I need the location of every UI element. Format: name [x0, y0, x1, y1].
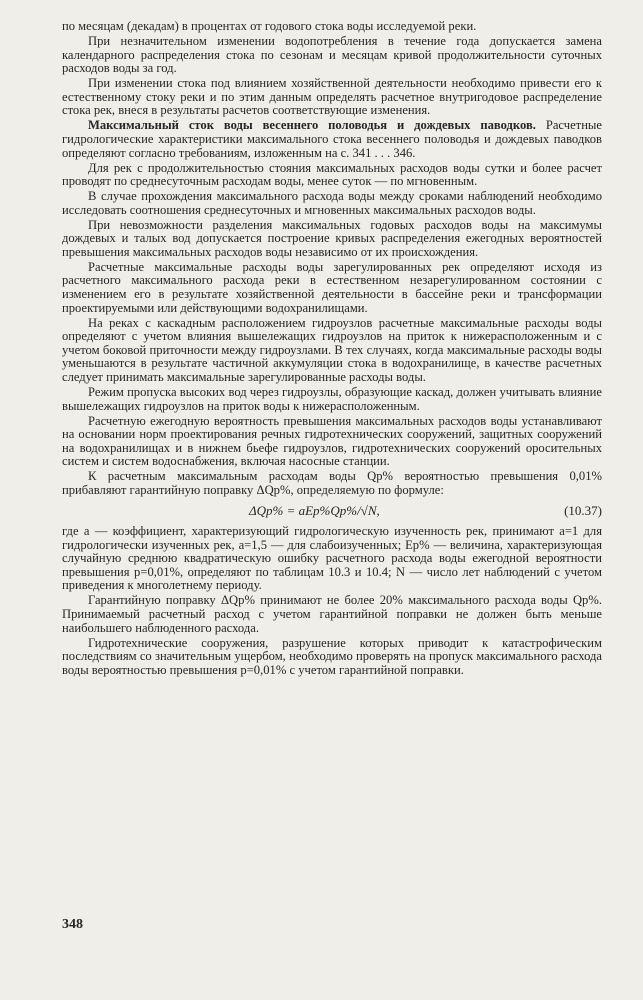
formula-number: (10.37) — [564, 503, 602, 519]
paragraph: Режим пропуска высоких вод через гидроузлы, образующие каскад, должен учитывать влияние вышележащих гидроузлов на приток воды к нижерасположенным. — [62, 384, 602, 413]
text-column — [62, 20, 602, 679]
section-text: Расчетные гидрологические характеристики максимального стока весеннего половодья и дождевых паводков определяют согласно требованиям, изложенным на с. 341 . . . 346. — [62, 118, 602, 160]
paragraph: При незначительном изменении водопотребления в течение года допускается замена календарного распределения стока по сезонам и месяцам кривой продолжительности суточных расходов воды за год. — [62, 33, 602, 76]
section-heading: Максимальный сток воды весеннего половодья и дождевых паводков. — [88, 118, 536, 133]
formula-expression: ΔQp% = aEp%Qp%/√N, — [249, 503, 380, 519]
paragraph: где a — коэффициент, характеризующий гидрологическую изученность рек, принимают a=1 для гидрологически изученных рек, a=1,5 — для слабоизученных; Ep% — величина, характеризующая случайную среднюю квадратическую ошибку расчетного расхода воды ежегодной вероятности превышения p=0,01%, определяют по таблицам 10.3 и 10.4; N — число лет наблюдений с учетом приведения к многолетнему периоду. — [62, 524, 602, 593]
paragraph: На реках с каскадным расположением гидроузлов расчетные максимальные расходы воды определяют с учетом влияния вышележащих гидроузлов на приток к нижерасположенным и с учетом боковой приточности между гидроузлами. В тех случаях, когда максимальные расходы воды уменьшаются в результате частичной аккумуляции стока в водохранилище, в качестве расчетных следует принимать максимальные зарегулированные расходы воды. — [62, 315, 602, 384]
section-paragraph — [62, 119, 602, 160]
page-number: 348 — [62, 917, 83, 932]
paragraph: Для рек с продолжительностью стояния максимальных расходов воды сутки и более расчет проводят по среднесуточным расходам воды, менее суток — по мгновенным. — [62, 160, 602, 189]
paragraph: Гарантийную поправку ΔQp% принимают не более 20% максимального расхода воды Qp%. Принимаемый расчетный расход с учетом гарантийной поправки не должен быть меньше наибольшего наблюденного расхода. — [62, 593, 602, 635]
formula — [62, 504, 602, 518]
paragraph: В случае прохождения максимального расхода воды между сроками наблюдений необходимо исследовать соотношения среднесуточных и мгновенных максимальных расходов воды. — [62, 189, 602, 217]
paragraph: Гидротехнические сооружения, разрушение которых приводит к катастрофическим последствиям со значительным ущербом, необходимо проверять на пропуск максимального расхода воды вероятностью превышения p=0,01% с учетом гарантийной поправки. — [62, 635, 602, 677]
paragraph: Расчетную ежегодную вероятность превышения максимальных расходов воды устанавливают на основании норм проектирования речных гидротехнических сооружений, защитных сооружений на водохранилищах и в нижнем бьефе гидроузлов, гидротехнических сооружений оросительных систем и систем водоснабжения, включая насосные станции. — [62, 413, 602, 469]
paragraph: по месяцам (декадам) в процентах от годового стока воды исследуемой реки. — [62, 19, 477, 33]
paragraph: Расчетные максимальные расходы воды зарегулированных рек определяют исходя из расчетного максимального расхода реки в естественном незарегулированном состоянии с изменением его в результате хозяйственной деятельности в бассейне реки и трансформации проектируемыми или действующими водохранилищами. — [62, 259, 602, 315]
paragraph: К расчетным максимальным расходам воды Qp% вероятностью превышения 0,01% прибавляют гарантийную поправку ΔQp%, определяемую по формуле: — [62, 469, 602, 497]
paragraph: При изменении стока под влиянием хозяйственной деятельности необходимо привести его к естественному стоку реки и по этим данным определять расчетное внутригодовое распределение стока рек, внеся в результаты расчетов соответствующие изменения. — [62, 76, 602, 118]
paragraph: При невозможности разделения максимальных годовых расходов воды на максимумы дождевых и талых вод допускается построение кривых распределения ежегодных вероятностей превышения максимальных расходов воды независимо от их происхождения. — [62, 217, 602, 259]
